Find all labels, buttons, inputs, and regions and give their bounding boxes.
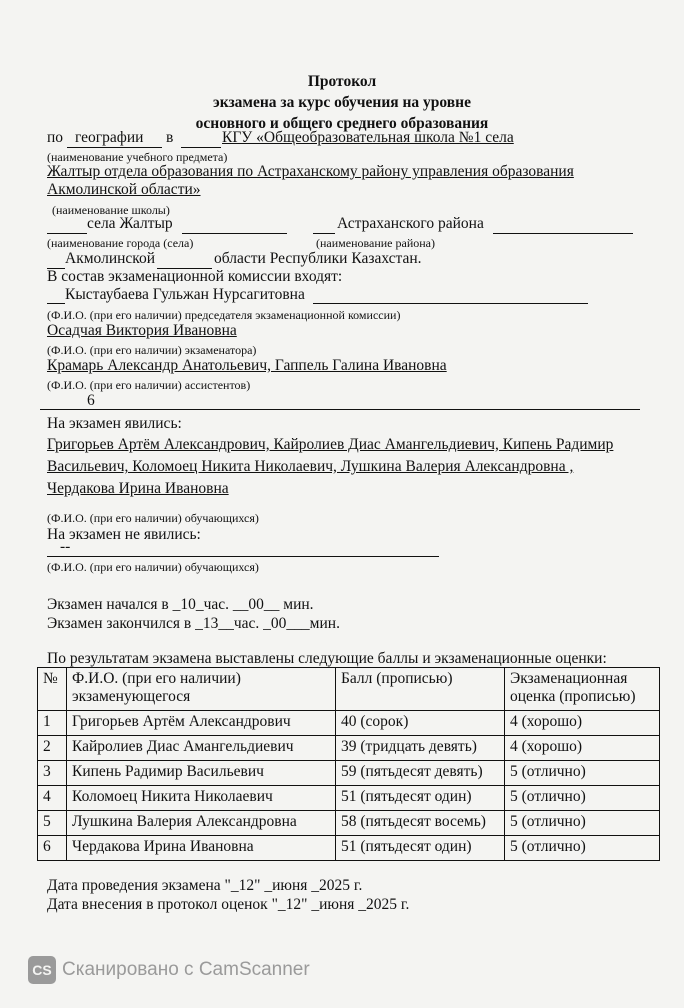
- present-caption: (Ф.И.О. (при его наличии) обучающихся): [47, 511, 259, 525]
- document-title: Протокол: [307, 73, 377, 90]
- subject-prefix: по: [47, 129, 64, 146]
- district-value: Астраханского района: [337, 215, 484, 232]
- exam-date: Дата проведения экзамена "_12" _июня _2025 г.: [47, 877, 363, 894]
- row-name: Кайролиев Диас Амангельдиевич: [67, 736, 336, 761]
- row-name: Григорьев Артём Александрович: [67, 711, 336, 736]
- absent-label: На экзамен не явились:: [47, 526, 201, 543]
- row-score: 40 (сорок): [336, 711, 505, 736]
- absent-caption: (Ф.И.О. (при его наличии) обучающихся): [47, 560, 259, 574]
- absent-value: --: [60, 538, 71, 555]
- school-name-part1: КГУ «Общеобразовательная школа №1 села: [222, 129, 514, 146]
- school-caption: (наименование школы): [52, 203, 170, 217]
- table-row: [38, 836, 660, 861]
- row-score: 39 (тридцать девять): [336, 736, 505, 761]
- row-score: 59 (пятьдесят девять): [336, 761, 505, 786]
- assistants-caption: (Ф.И.О. (при его наличии) ассистентов): [47, 378, 251, 392]
- row-num: 6: [38, 836, 67, 861]
- school-name-part2: Жалтыр отдела образования по Астраханскому району управления образования: [47, 163, 574, 180]
- subject-value: географии: [75, 129, 144, 146]
- camscanner-logo-icon: CS: [28, 956, 56, 984]
- header-grade: Экзаменационная оценка (прописью): [505, 668, 660, 711]
- row-num: 5: [38, 811, 67, 836]
- table-row: [38, 761, 660, 786]
- camscanner-text: Сканировано с CamScanner: [62, 959, 310, 980]
- region-value: Акмолинской: [65, 250, 156, 267]
- document-subtitle-1: экзамена за курс обучения на уровне: [213, 94, 471, 111]
- school-name-part3: Акмолинской области»: [47, 181, 201, 198]
- city-caption: (наименование города (села): [47, 236, 194, 250]
- entry-date: Дата внесения в протокол оценок "_12" _июня _2025 г.: [47, 896, 410, 913]
- chair-caption: (Ф.И.О. (при его наличии) председателя экзаменационной комиссии): [47, 308, 401, 322]
- document-subtitle-2: основного и общего среднего образования: [195, 115, 489, 132]
- row-grade: 4 (хорошо): [505, 736, 660, 761]
- row-name: Чердакова Ирина Ивановна: [67, 836, 336, 861]
- row-score: 51 (пятьдесят один): [336, 836, 505, 861]
- table-row: [38, 786, 660, 811]
- table-row: [38, 711, 660, 736]
- subject-caption: (наименование учебного предмета): [47, 150, 228, 164]
- district-caption: (наименование района): [316, 236, 436, 250]
- row-score: 58 (пятьдесят восемь): [336, 811, 505, 836]
- commission-examiner: Осадчая Виктория Ивановна: [47, 322, 237, 339]
- present-students-line1: Григорьев Артём Александрович, Кайролиев Диас Амангельдиевич, Кипень Радимир: [47, 436, 614, 453]
- row-num: 4: [38, 786, 67, 811]
- camscanner-watermark: [28, 956, 310, 984]
- present-students-line2: Васильевич, Коломоец Никита Николаевич, Лушкина Валерия Александровна ,: [47, 458, 574, 475]
- row-num: 2: [38, 736, 67, 761]
- row-num: 1: [38, 711, 67, 736]
- row-grade: 4 (хорошо): [505, 711, 660, 736]
- commission-chair: Кыстаубаева Гульжан Нурсагитовна: [65, 286, 305, 303]
- results-intro: По результатам экзамена выставлены следующие баллы и экзаменационные оценки:: [47, 650, 607, 667]
- exam-end-time: Экзамен закончился в _13__час. _00___мин.: [47, 615, 340, 632]
- present-label: На экзамен явились:: [47, 415, 182, 432]
- region-suffix: области Республики Казахстан.: [214, 250, 422, 267]
- commission-intro: В состав экзаменационной комиссии входят:: [47, 268, 343, 285]
- subject-in: в: [166, 129, 174, 146]
- row-name: Кипень Радимир Васильевич: [67, 761, 336, 786]
- table-row: [38, 811, 660, 836]
- commission-count: 6: [87, 392, 95, 409]
- row-grade: 5 (отлично): [505, 786, 660, 811]
- row-name: Коломоец Никита Николаевич: [67, 786, 336, 811]
- row-name: Лушкина Валерия Александровна: [67, 811, 336, 836]
- header-score: Балл (прописью): [336, 668, 505, 711]
- row-grade: 5 (отлично): [505, 811, 660, 836]
- table-row: [38, 736, 660, 761]
- header-num: №: [38, 668, 67, 711]
- header-name: Ф.И.О. (при его наличии) экзаменующегося: [67, 668, 336, 711]
- row-num: 3: [38, 761, 67, 786]
- commission-assistants: Крамарь Александр Анатольевич, Гаппель Галина Ивановна: [47, 357, 447, 374]
- row-grade: 5 (отлично): [505, 761, 660, 786]
- table-header-row: [38, 668, 660, 711]
- row-grade: 5 (отлично): [505, 836, 660, 861]
- present-students-line3: Чердакова Ирина Ивановна: [47, 480, 229, 497]
- exam-start-time: Экзамен начался в _10_час. __00__ мин.: [47, 596, 314, 613]
- examiner-caption: (Ф.И.О. (при его наличии) экзаменатора): [47, 343, 257, 357]
- city-value: села Жалтыр: [87, 215, 173, 232]
- results-table: [37, 667, 660, 861]
- row-score: 51 (пятьдесят один): [336, 786, 505, 811]
